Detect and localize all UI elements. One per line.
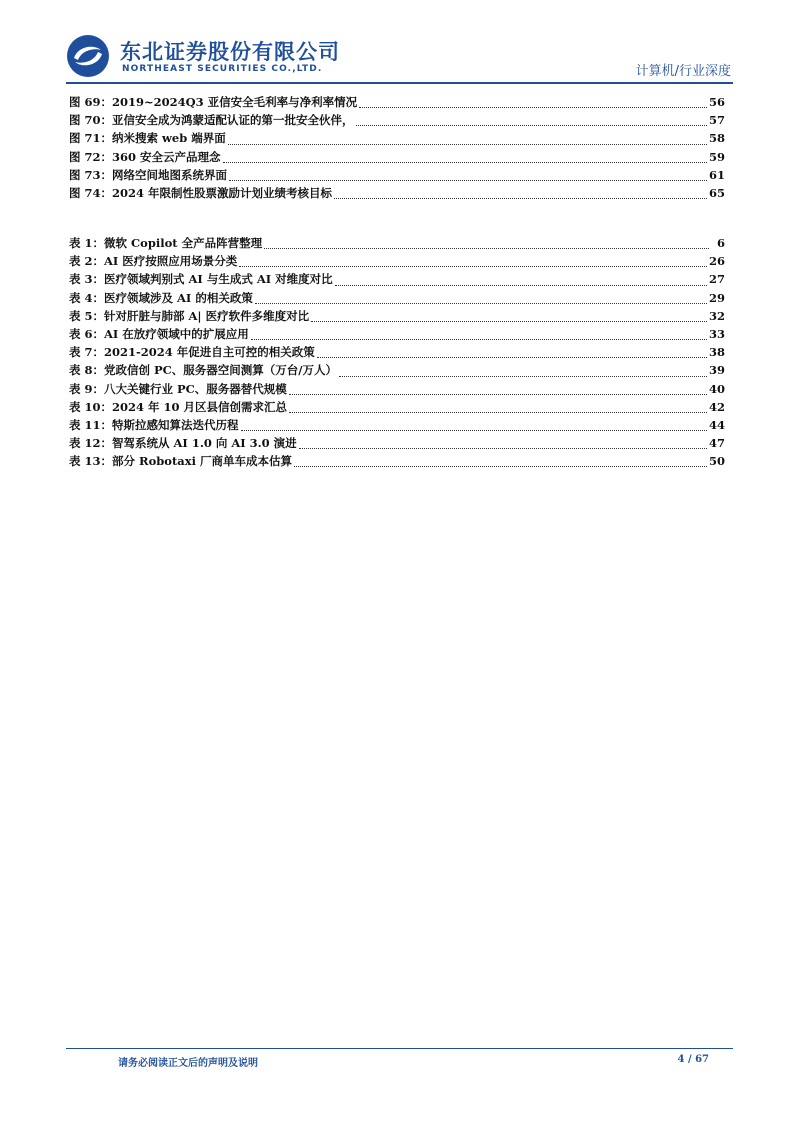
- toc-entry-page: 27: [708, 272, 725, 287]
- toc-entry-page: 47: [708, 436, 725, 451]
- toc-entry-label: 表 6：AI 在放疗领域中的扩展应用: [69, 326, 249, 341]
- toc-dot-leader: [289, 394, 707, 395]
- toc-entry[interactable]: [69, 435, 725, 453]
- toc-entry-page: 56: [708, 95, 725, 109]
- toc-entry[interactable]: [69, 149, 725, 167]
- toc-entry-label: 图 71：纳米搜索 web 端界面: [69, 131, 226, 146]
- toc-entry-label: 表 2：AI 医疗按照应用场景分类: [69, 254, 238, 269]
- table-list: [69, 235, 725, 471]
- toc-dot-leader: [311, 321, 707, 322]
- toc-entry-label: 表 9：八大关键行业 PC、服务器替代规模: [69, 381, 287, 396]
- toc-entry[interactable]: [69, 112, 725, 130]
- toc-dot-leader: [334, 198, 707, 199]
- toc-entry-label: 表 13：部分 Robotaxi 厂商单车成本估算: [69, 454, 292, 469]
- toc-entry[interactable]: [69, 326, 725, 344]
- toc-dot-leader: [339, 376, 707, 377]
- toc-entry[interactable]: [69, 344, 725, 362]
- toc-dot-leader: [294, 466, 707, 467]
- toc-entry-label: 图 70：亚信安全成为鸿蒙适配认证的第一批安全伙伴，: [69, 113, 354, 128]
- toc-entry-label: 表 12：智驾系统从 AI 1.0 向 AI 3.0 演进: [69, 436, 297, 451]
- toc-dot-leader: [251, 339, 707, 340]
- toc-entry[interactable]: [69, 308, 725, 326]
- toc-dot-leader: [289, 412, 707, 413]
- toc-entry-label: 图 74：2024 年限制性股票激励计划业绩考核目标: [69, 185, 333, 200]
- toc-entry-label: 表 8：党政信创 PC、服务器空间测算（万台/万人）: [69, 363, 338, 378]
- toc-entry[interactable]: [69, 453, 725, 471]
- toc-entry-page: 40: [708, 381, 725, 396]
- toc-entry-page: 61: [708, 167, 725, 182]
- report-section-label: 计算机/行业深度: [635, 64, 731, 79]
- toc-entry-label: 图 69：2019~2024Q3 亚信安全毛利率与净利率情况: [69, 95, 358, 109]
- toc-entry[interactable]: [69, 362, 725, 380]
- toc-entry-page: 44: [708, 417, 725, 432]
- toc-entry[interactable]: [69, 167, 725, 185]
- toc-entry-page: 26: [708, 254, 725, 269]
- toc-entry[interactable]: [69, 381, 725, 399]
- toc-entry-label: 表 3：医疗领域判别式 AI 与生成式 AI 对维度对比: [69, 272, 333, 287]
- toc-entry[interactable]: [69, 235, 725, 253]
- disclaimer-note: 请务必阅读正文后的声明及说明: [118, 1058, 258, 1069]
- toc-entry-page: 38: [708, 345, 725, 360]
- toc-dot-leader: [223, 162, 707, 163]
- toc-entry-page: 57: [708, 113, 725, 128]
- toc-entry-page: 33: [708, 326, 725, 341]
- page-number: 4 / 67: [677, 1054, 709, 1065]
- toc-dot-leader: [228, 144, 707, 145]
- toc-entry-label: 表 4：医疗领域涉及 AI 的相关政策: [69, 290, 253, 305]
- page-header: [66, 34, 733, 82]
- toc-dot-leader: [239, 266, 707, 267]
- header-divider: [66, 82, 733, 84]
- toc-dot-leader: [255, 303, 707, 304]
- toc-entry[interactable]: [69, 185, 725, 203]
- toc-dot-leader: [264, 248, 709, 249]
- company-name-cn: 东北证券股份有限公司: [120, 40, 340, 64]
- toc-entry-label: 表 1：微软 Copilot 全产品阵营整理: [69, 236, 263, 250]
- toc-entry-page: 59: [708, 149, 725, 164]
- toc-entry-page: 58: [708, 131, 725, 146]
- footer-divider: [66, 1048, 733, 1049]
- toc-entry-page: 6: [716, 236, 725, 250]
- toc-entry-label: 图 72：360 安全云产品理念: [69, 149, 221, 164]
- toc-entry-label: 表 5：针对肝脏与肺部 A| 医疗软件多维度对比: [69, 308, 310, 323]
- company-logo-icon: [66, 34, 110, 78]
- toc-dot-leader: [229, 180, 707, 181]
- toc-entry[interactable]: [69, 290, 725, 308]
- company-name-en: NORTHEAST SECURITIES CO.,LTD.: [122, 64, 323, 74]
- toc-entry-page: 50: [708, 454, 725, 469]
- toc-entry-page: 42: [708, 399, 725, 414]
- toc-entry-page: 39: [708, 363, 725, 378]
- figure-list: [69, 94, 725, 203]
- toc-entry[interactable]: [69, 130, 725, 148]
- toc-dot-leader: [335, 285, 707, 286]
- toc-dot-leader: [356, 125, 707, 126]
- toc-entry-page: 32: [708, 308, 725, 323]
- toc-entry-label: 表 11：特斯拉感知算法迭代历程: [69, 417, 239, 432]
- toc-entry[interactable]: [69, 271, 725, 289]
- toc-entry-page: 29: [708, 290, 725, 305]
- toc-dot-leader: [317, 357, 707, 358]
- toc-entry[interactable]: [69, 399, 725, 417]
- toc-entry-label: 表 10：2024 年 10 月区县信创需求汇总: [69, 399, 288, 414]
- toc-entry-label: 图 73：网络空间地图系统界面: [69, 167, 228, 182]
- toc-entry[interactable]: [69, 94, 725, 112]
- toc-entry[interactable]: [69, 417, 725, 435]
- toc-entry-page: 65: [708, 185, 725, 200]
- toc-dot-leader: [241, 430, 707, 431]
- toc-dot-leader: [359, 107, 707, 108]
- toc-entry[interactable]: [69, 253, 725, 271]
- toc-entry-label: 表 7：2021-2024 年促进自主可控的相关政策: [69, 345, 315, 360]
- toc-dot-leader: [299, 448, 707, 449]
